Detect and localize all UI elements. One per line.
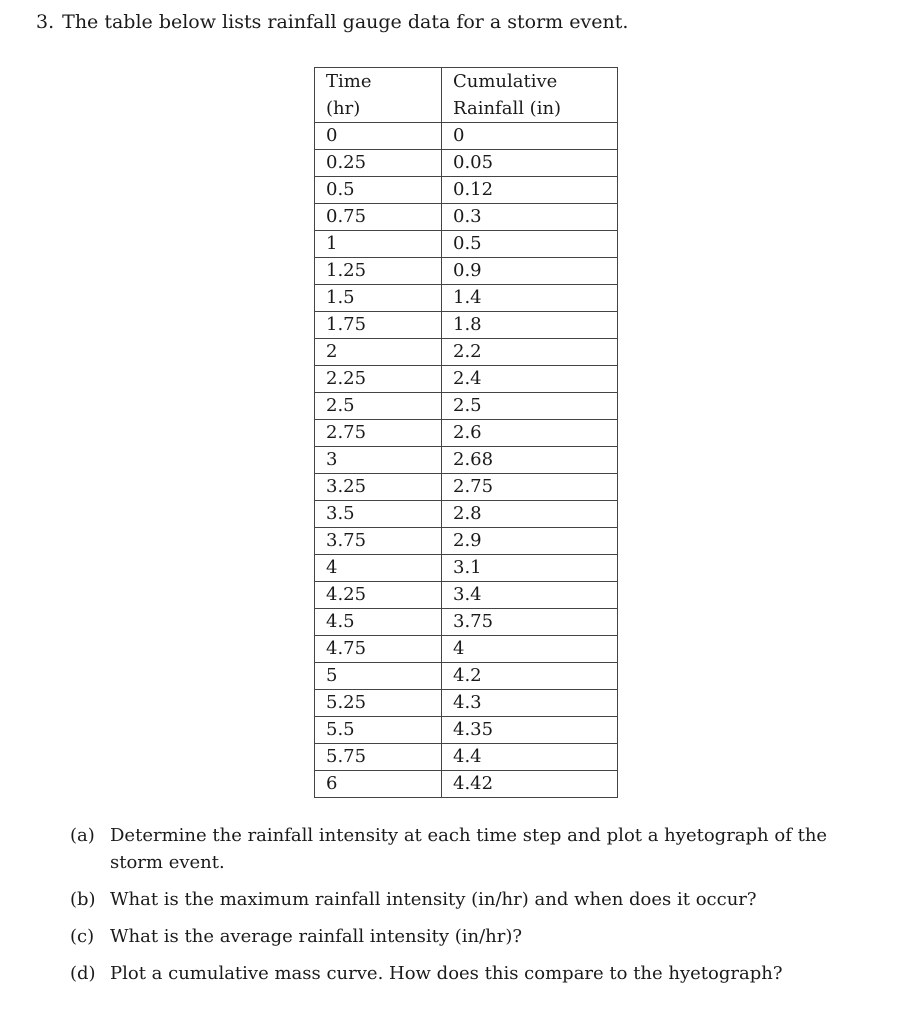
time-cell: 3.5 (315, 501, 442, 528)
time-cell: 6 (315, 771, 442, 798)
table-row (315, 420, 618, 447)
rainfall-cell: 2.4 (442, 366, 618, 393)
table-row (315, 474, 618, 501)
table-row (315, 744, 618, 771)
table-row (315, 663, 618, 690)
rainfall-cell: 0.05 (442, 150, 618, 177)
table-row (315, 447, 618, 474)
table-body (315, 123, 618, 798)
time-cell: 4.75 (315, 636, 442, 663)
table-row (315, 258, 618, 285)
rainfall-cell: 0 (442, 123, 618, 150)
rainfall-cell: 2.6 (442, 420, 618, 447)
time-cell: 1.25 (315, 258, 442, 285)
time-column-header: Time (hr) (315, 68, 442, 123)
time-cell: 2.75 (315, 420, 442, 447)
time-cell: 5.75 (315, 744, 442, 771)
table-row (315, 582, 618, 609)
question-label: (c) (70, 926, 95, 947)
question-text: Determine the rainfall intensity at each time step and plot a hyetograph of the storm event. (110, 825, 828, 873)
time-cell: 1.5 (315, 285, 442, 312)
table-row (315, 717, 618, 744)
table-row (315, 366, 618, 393)
rainfall-cell: 1.4 (442, 285, 618, 312)
time-cell: 4.5 (315, 609, 442, 636)
time-cell: 3 (315, 447, 442, 474)
table-row (315, 285, 618, 312)
problem-statement (36, 8, 628, 36)
time-cell: 0.25 (315, 150, 442, 177)
time-cell: 2 (315, 339, 442, 366)
time-cell: 4.25 (315, 582, 442, 609)
rainfall-cell: 2.75 (442, 474, 618, 501)
table-row (315, 339, 618, 366)
table-row (315, 771, 618, 798)
rainfall-cell: 0.12 (442, 177, 618, 204)
rainfall-cell: 1.8 (442, 312, 618, 339)
rainfall-cell: 4.2 (442, 663, 618, 690)
time-cell: 4 (315, 555, 442, 582)
table-row (315, 636, 618, 663)
table-header-row (315, 68, 618, 123)
rainfall-cell: 2.8 (442, 501, 618, 528)
question-item (70, 886, 880, 913)
rainfall-cell: 2.9 (442, 528, 618, 555)
time-cell: 5.25 (315, 690, 442, 717)
time-cell: 3.25 (315, 474, 442, 501)
rainfall-cell: 3.1 (442, 555, 618, 582)
rainfall-cell: 4.35 (442, 717, 618, 744)
table-row (315, 150, 618, 177)
time-cell: 1 (315, 231, 442, 258)
rainfall-cell: 2.68 (442, 447, 618, 474)
rainfall-cell: 0.9 (442, 258, 618, 285)
question-item (70, 822, 880, 876)
time-cell: 2.25 (315, 366, 442, 393)
question-item (70, 960, 880, 987)
question-label: (a) (70, 825, 95, 846)
question-text: What is the maximum rainfall intensity (in/hr) and when does it occur? (110, 889, 757, 910)
table-row (315, 501, 618, 528)
time-cell: 5.5 (315, 717, 442, 744)
rainfall-cell: 4 (442, 636, 618, 663)
rainfall-cell: 0.3 (442, 204, 618, 231)
time-cell: 0 (315, 123, 442, 150)
rainfall-cell: 4.42 (442, 771, 618, 798)
table-row (315, 312, 618, 339)
rainfall-cell: 4.4 (442, 744, 618, 771)
question-item (70, 923, 880, 950)
rainfall-table (314, 67, 618, 798)
table-row (315, 555, 618, 582)
problem-intro: The table below lists rainfall gauge data for a storm event. (62, 11, 629, 33)
table-row (315, 609, 618, 636)
time-cell: 2.5 (315, 393, 442, 420)
time-cell: 0.5 (315, 177, 442, 204)
rainfall-cell: 4.3 (442, 690, 618, 717)
table-row (315, 690, 618, 717)
rainfall-cell: 3.4 (442, 582, 618, 609)
rainfall-cell: 2.5 (442, 393, 618, 420)
table-row (315, 123, 618, 150)
rainfall-cell: 3.75 (442, 609, 618, 636)
time-cell: 3.75 (315, 528, 442, 555)
rainfall-column-header: Cumulative Rainfall (in) (442, 68, 618, 123)
question-text: What is the average rainfall intensity (in/hr)? (110, 926, 523, 947)
time-cell: 0.75 (315, 204, 442, 231)
table-row (315, 231, 618, 258)
table-row (315, 204, 618, 231)
time-cell: 5 (315, 663, 442, 690)
table-row (315, 528, 618, 555)
table-row (315, 393, 618, 420)
rainfall-cell: 2.2 (442, 339, 618, 366)
question-list (70, 822, 880, 997)
question-label: (b) (70, 889, 96, 910)
table-row (315, 177, 618, 204)
rainfall-cell: 0.5 (442, 231, 618, 258)
time-cell: 1.75 (315, 312, 442, 339)
question-text: Plot a cumulative mass curve. How does this compare to the hyetograph? (110, 963, 783, 984)
question-label: (d) (70, 963, 96, 984)
problem-number: 3. (36, 11, 55, 33)
